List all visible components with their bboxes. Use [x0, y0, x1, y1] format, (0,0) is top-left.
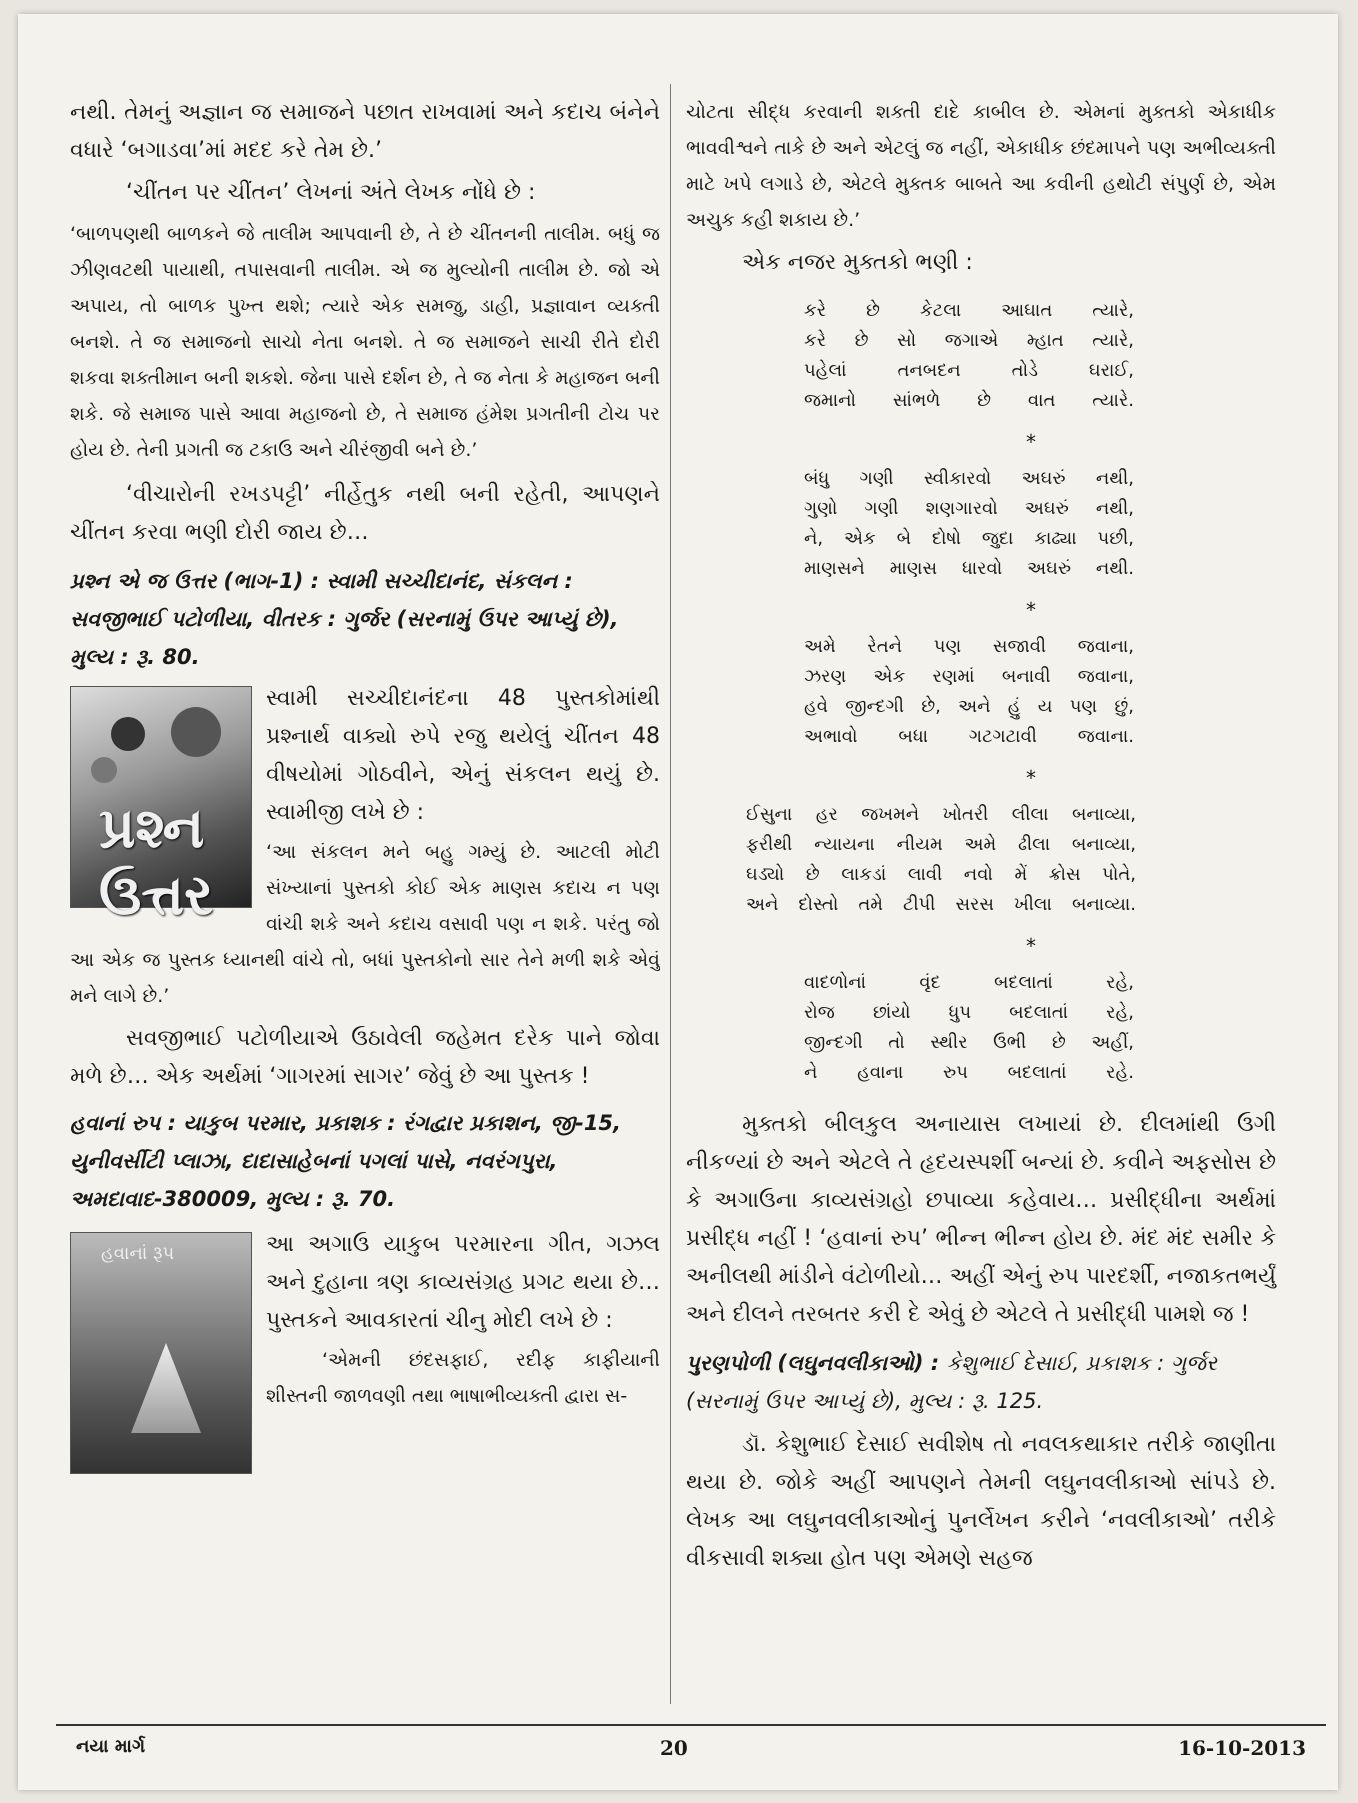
- poem-line: વાદળોનાં વૃંદ બદલાતાં રહે,: [804, 972, 1134, 993]
- book-entry: [70, 1104, 660, 1218]
- column-divider: [670, 84, 671, 1704]
- book-details: યાકુબ પરમાર, પ્રકાશક : રંગદ્વાર પ્રકાશન, જી-15, યુનીવર્સીટી પ્લાઝા, દાદાસાહેબનાં પગલાં પાસે, નવરંગપુરા, અમદાવાદ-380009, મુલ્ય : રૂ. 70.: [70, 1111, 622, 1211]
- poem-line: કરે છે કેટલા આઘાત ત્યારે,: [804, 300, 1134, 321]
- block-quote: ‘એમની છંદસફાઈ, રદીફ કાફીયાની શીસ્તની જાળવણી તથા ભાષાભીવ્યક્તી દ્વારા સ-: [266, 1349, 660, 1407]
- block-quote: ‘બાળપણથી બાળકને જે તાલીમ આપવાની છે, તે છે ચીંતનની તાલીમ. બધું જ ઝીણવટથી પાયાથી, તપાસવાની તાલીમ. એ જ મુલ્યોની તાલીમ છે. જો એ અપાય, તો બાળક પુખ્ત થશે; ત્યારે એક સમજુ, ડાહી, પ્રજ્ઞાવાન વ્યક્તી બનશે. તે જ સમાજનો સાચો નેતા બનશે. તે જ સમાજને સાચી રીતે દોરી શકવા શક્તીમાન બની શકશે. જેના પાસે દર્શન છે, તે જ નેતા કે મહાજન બની શકે. જે સમાજ પાસે આવા મહાજનો છે, તે સમાજ હંમેશ પ્રગતીની ટોચ પર હોય છે. તેની પ્રગતી જ ટકાઉ અને ચીરંજીવી બને છે.’: [70, 223, 660, 461]
- paragraph: ‘વીચારોની રખડપટ્ટી’ નીર્હેતુક નથી બની રહેતી, આપણને ચીંતન કરવા ભણી દોરી જાય છે…: [70, 482, 660, 545]
- book-title: પ્રશ્ન એ જ ઉત્તર (ભાગ-1) :: [70, 569, 320, 593]
- book-cover-image: [70, 686, 252, 928]
- poem-line: ને, એક બે દોષો જુદા કાઢ્યા પછી,: [804, 528, 1134, 549]
- page-number: 20: [660, 1736, 688, 1760]
- paragraph: એક નજર મુક્તકો ભણી :: [742, 250, 973, 275]
- poem-block: [686, 296, 1276, 1088]
- poem-line: જીન્દગી તો સ્થીર ઉભી છે અહીં,: [804, 1032, 1134, 1053]
- book-details: કેશુભાઈ દેસાઈ, પ્રકાશક : ગુર્જર (સરનામું ઉપર આપ્યું છે), મુલ્ય : રૂ. 125.: [686, 1351, 1217, 1413]
- book-review: [70, 680, 660, 1014]
- book-title: હવાનાં રુપ :: [70, 1111, 176, 1135]
- book-entry: [686, 1344, 1276, 1420]
- magazine-name: નયા માર્ગ: [76, 1736, 146, 1757]
- muktak-poem: [804, 968, 1276, 1088]
- separator-star: *: [1026, 598, 1036, 622]
- block-quote: ‘આ સંકલન મને બહુ ગમ્યું છે. આટલી મોટી સંખ્યાનાં પુસ્તકો કોઈ એક માણસ કદાચ ન પણ વાંચી શકે અને કદાચ વસાવી પણ ન શકે. પરંતુ જો આ એક જ પુસ્તક ધ્યાનથી વાંચે તો, બધાં પુસ્તકોનો સાર તેને મળી શકે એવું મને લાગે છે.’: [70, 841, 660, 1007]
- poem-line: ઈસુના હર જખમને ખોતરી લીલા બનાવ્યા,: [746, 804, 1136, 825]
- poem-line: જમાનો સાંભળે છે વાત ત્યારે.: [804, 390, 1134, 411]
- poem-line: ફરીથી ન્યાયના નીયમ અમે ઢીલા બનાવ્યા,: [746, 834, 1136, 855]
- paragraph: આ અગાઉ યાકુબ પરમારના ગીત, ગઝલ અને દુહાના ત્રણ કાવ્યસંગ્રહ પ્રગટ થયા છે… પુસ્તકને આવકારતાં ચીનુ મોદી લખે છે :: [266, 1232, 660, 1333]
- separator-star: *: [1026, 430, 1036, 454]
- book-details: સ્વામી સચ્ચીદાનંદ, સંકલન : સવજીભાઈ પટોળીયા, વીતરક : ગુર્જર (સરનામું ઉપર આપ્યું છે), મુલ્ય : રૂ. 80.: [70, 569, 619, 669]
- paragraph: નથી. તેમનું અજ્ઞાન જ સમાજને પછાત રાખવામાં અને કદાચ બંનેને વધારે ‘બગાડવા’માં મદદ કરે તેમ છે.’: [70, 100, 660, 163]
- book-entry: [70, 562, 660, 676]
- block-quote: ચોટતા સીદ્ધ કરવાની શક્તી દાદે કાબીલ છે. એમનાં મુક્તકો એકાધીક ભાવવીશ્વને તાકે છે અને એટલું જ નહીં, એકાધીક છંદમાપને પણ અભીવ્યક્તી માટે ખપે લગાડે છે, એટલે મુક્તક બાબતે આ કવીની હથોટી સંપુર્ણ છે, એમ અચુક કહી શકાય છે.’: [686, 101, 1276, 231]
- separator-star: *: [1026, 934, 1036, 958]
- poem-line: અમે રેતને પણ સજાવી જવાના,: [804, 636, 1134, 657]
- poem-line: ઝરણ એક રણમાં બનાવી જવાના,: [804, 666, 1134, 687]
- poem-line: હવે જીન્દગી છે, અને હું ય પણ છું,: [804, 696, 1134, 717]
- poem-line: ઘડ્યો છે લાકડાં લાવી નવો મેં ક્રોસ પોતે,: [746, 864, 1136, 885]
- book-cover-title: હવાનાં રૂપ: [101, 1243, 175, 1264]
- page-footer: [56, 1724, 1326, 1766]
- muktak-poem: [804, 464, 1276, 584]
- book-cover-image: [70, 1232, 252, 1474]
- right-column: [686, 94, 1276, 1578]
- paragraph: ડૉ. કેશુભાઈ દેસાઈ સવીશેષ તો નવલકથાકાર તરીકે જાણીતા થયા છે. જોકે અહીં આપણને તેમની લઘુનવલીકાઓ સાંપડે છે. લેખક આ લઘુનવલીકાઓનું પુનર્લેખન કરીને ‘નવલીકાઓ’ તરીકે વીકસાવી શક્યા હોત પણ એમણે સહજ: [686, 1432, 1276, 1571]
- poem-line: પહેલાં તનબદન તોડે ઘરાઈ,: [804, 360, 1134, 381]
- muktak-poem: [804, 296, 1276, 416]
- book-title: પુરણપોળી (લઘુનવલીકાઓ) :: [686, 1351, 940, 1375]
- poem-line: માણસને માણસ ધારવો અઘરું નથી.: [804, 558, 1134, 579]
- left-column: [70, 94, 660, 1482]
- issue-date: 16-10-2013: [1178, 1736, 1306, 1760]
- paragraph: સવજીભાઈ પટોળીયાએ ઉઠાવેલી જહેમત દરેક પાને જોવા મળે છે… એક અર્થમાં ‘ગાગરમાં સાગર’ જેવું છે આ પુસ્તક !: [70, 1026, 660, 1089]
- magazine-page: [18, 14, 1338, 1790]
- paragraph: સ્વામી સચ્ચીદાનંદના 48 પુસ્તકોમાંથી પ્રશ્નાર્થ વાક્યો રુપે રજુ થયેલું ચીંતન 48 વીષયોમાં ગોઠવીને, એનું સંકલન થયું છે. સ્વામીજી લખે છે :: [266, 686, 660, 825]
- separator-star: *: [1026, 766, 1036, 790]
- book-review: [70, 1226, 660, 1482]
- muktak-poem: [746, 800, 1276, 920]
- poem-line: ને હવાના રુપ બદલાતાં રહે.: [804, 1062, 1134, 1083]
- poem-line: રોજ છાંયો ધુપ બદલાતાં રહે,: [804, 1002, 1134, 1023]
- muktak-poem: [804, 632, 1276, 752]
- poem-line: કરે છે સો જગાએ મ્હાત ત્યારે,: [804, 330, 1134, 351]
- poem-line: અભાવો બધા ગટગટાવી જવાના.: [804, 726, 1134, 747]
- paragraph: મુક્તકો બીલકુલ અનાયાસ લખાયાં છે. દીલમાંથી ઉગી નીકળ્યાં છે અને એટલે તે હૃદયસ્પર્શી બન્યાં છે. કવીને અફસોસ છે કે અગાઉના કાવ્યસંગ્રહો છપાવ્યા કહેવાય… પ્રસીદ્ધીના અર્થમાં પ્રસીદ્ધ નહીં ! ‘હવાનાં રુપ’ ભીન્ન ભીન્ન હોય છે. મંદ મંદ સમીર કે અનીલથી માંડીને વંટોળીયો… અહીં એનું રુપ પારદર્શી, નજાકતભર્યું અને દીલને તરબતર કરી દે એવું છે એટલે તે પ્રસીદ્ધી પામશે જ !: [686, 1112, 1276, 1327]
- poem-line: ગુણો ગણી શણગારવો અઘરું નથી,: [804, 498, 1134, 519]
- book-cover-title: પ્રશ્ન ઉત્તર: [99, 795, 214, 928]
- poem-line: બંધુ ગણી સ્વીકારવો અઘરું નથી,: [804, 468, 1134, 489]
- paragraph: ‘ચીંતન પર ચીંતન’ લેખનાં અંતે લેખક નોંધે છે :: [126, 180, 536, 205]
- poem-line: અને દોસ્તો તમે ટીપી સરસ ખીલા બનાવ્યા.: [746, 894, 1136, 915]
